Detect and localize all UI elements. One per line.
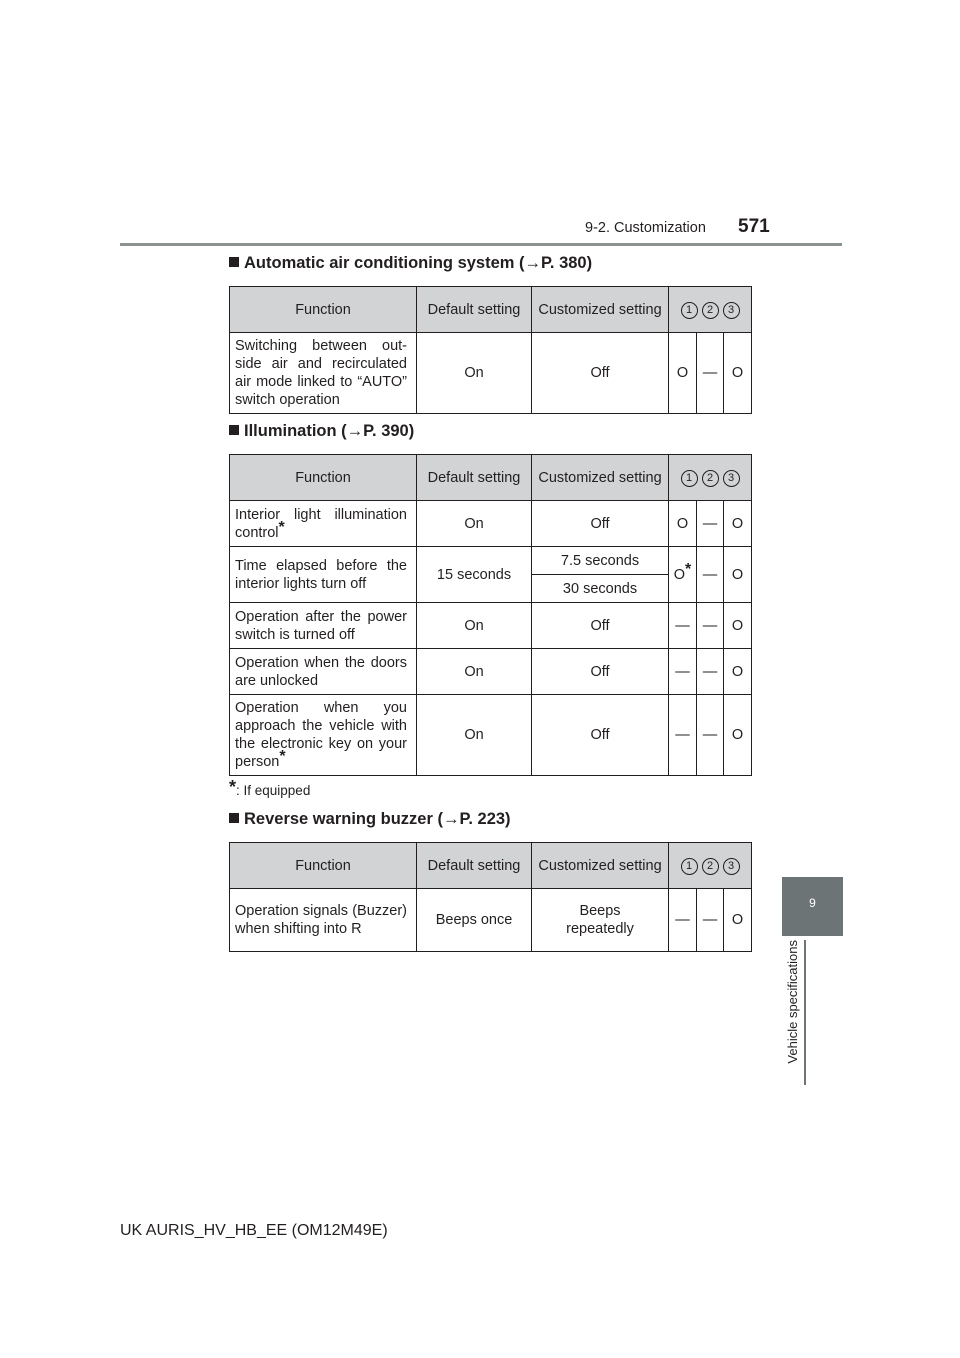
table-row	[230, 603, 752, 649]
cell-c3: O	[724, 695, 752, 776]
circle-2-icon: 2	[702, 302, 719, 319]
col-default: Default setting	[417, 455, 532, 501]
cell-c1: O	[669, 333, 697, 414]
cell-c1: —	[669, 889, 697, 952]
cell-c2: —	[697, 501, 724, 547]
col-function: Function	[230, 287, 417, 333]
footnote	[229, 777, 311, 798]
col-function: Function	[230, 455, 417, 501]
cell-c2: —	[697, 889, 724, 952]
col-numbers	[669, 287, 752, 333]
cell-c1: O	[669, 501, 697, 547]
col-default: Default setting	[417, 287, 532, 333]
cell-c2: —	[697, 333, 724, 414]
table-row	[230, 333, 752, 414]
cell-c1: —	[669, 695, 697, 776]
section-title: 9-2. Customization	[585, 220, 706, 236]
cell-c2: —	[697, 649, 724, 695]
cell-function: Operation when the doors are unlocked	[230, 649, 417, 695]
cell-c2: —	[697, 603, 724, 649]
table-row	[230, 889, 752, 952]
col-numbers	[669, 455, 752, 501]
cell-c3: O	[724, 889, 752, 952]
chapter-title: Vehicle specifications	[785, 940, 800, 1064]
cell-custom: Beeps repeatedly	[532, 889, 669, 952]
col-numbers	[669, 843, 752, 889]
circle-1-icon: 1	[681, 470, 698, 487]
page-number: 571	[738, 216, 770, 237]
subhead-reverse-buzzer	[229, 810, 511, 829]
cell-c3: O	[724, 547, 752, 603]
c1-text: O	[673, 566, 686, 583]
footnote-text: : If equipped	[236, 783, 311, 798]
footer-model-code: UK AURIS_HV_HB_EE (OM12M49E)	[120, 1222, 388, 1239]
table-air-conditioning	[229, 286, 752, 414]
col-customized: Customized setting	[532, 455, 669, 501]
asterisk-mark: *	[229, 777, 237, 797]
cell-custom: Off	[532, 501, 669, 547]
cell-c3: O	[724, 603, 752, 649]
cell-custom: Off	[532, 333, 669, 414]
circle-1-icon: 1	[681, 302, 698, 319]
cell-c3: O	[724, 501, 752, 547]
cell-default: On	[417, 603, 532, 649]
asterisk-mark: *	[279, 748, 286, 765]
header-rule	[120, 243, 842, 246]
cell-c2: —	[697, 695, 724, 776]
table-row	[230, 649, 752, 695]
circle-2-icon: 2	[702, 858, 719, 875]
square-bullet-icon	[229, 425, 239, 435]
cell-custom-a: 7.5 seconds	[532, 547, 669, 575]
subhead-illumination	[229, 422, 414, 441]
circle-3-icon: 3	[723, 858, 740, 875]
cell-function: Switching between out-side air and recirculated air mode linked to “AUTO” switch operation	[230, 333, 417, 414]
cell-function: Operation signals (Buzzer) when shifting into R	[230, 889, 417, 952]
circle-2-icon: 2	[702, 470, 719, 487]
cell-default: Beeps once	[417, 889, 532, 952]
table-row	[230, 695, 752, 776]
cell-c2: —	[697, 547, 724, 603]
table-row	[230, 501, 752, 547]
circle-3-icon: 3	[723, 302, 740, 319]
cell-custom: Off	[532, 603, 669, 649]
cell-function	[230, 695, 417, 776]
subhead-text: Illumination (→P. 390)	[244, 422, 415, 440]
function-text: Operation when you approach the vehicle with the electronic key on your person	[235, 700, 407, 770]
table-row	[230, 547, 752, 575]
page-header	[0, 0, 960, 250]
cell-c1: —	[669, 649, 697, 695]
cell-default: On	[417, 695, 532, 776]
asterisk-mark: *	[685, 560, 692, 578]
cell-default: 15 seconds	[417, 547, 532, 603]
cell-default: On	[417, 333, 532, 414]
col-function: Function	[230, 843, 417, 889]
table-illumination	[229, 454, 752, 776]
subhead-text: Automatic air conditioning system (→P. 380)	[244, 254, 593, 272]
cell-function: Operation after the power switch is turned off	[230, 603, 417, 649]
cell-c3: O	[724, 649, 752, 695]
chapter-side-label	[779, 940, 807, 1085]
col-customized: Customized setting	[532, 287, 669, 333]
table-header-row	[230, 843, 752, 889]
table-header-row	[230, 455, 752, 501]
col-default: Default setting	[417, 843, 532, 889]
subhead-text: Reverse warning buzzer (→P. 223)	[244, 810, 511, 828]
cell-function	[230, 501, 417, 547]
circle-1-icon: 1	[681, 858, 698, 875]
function-text: Interior light illumination control	[235, 506, 407, 541]
cell-c1: —	[669, 603, 697, 649]
cell-custom: Off	[532, 649, 669, 695]
cell-c3: O	[724, 333, 752, 414]
cell-c1	[669, 547, 697, 603]
square-bullet-icon	[229, 257, 239, 267]
cell-custom-b: 30 seconds	[532, 575, 669, 603]
table-reverse-buzzer	[229, 842, 752, 952]
cell-function: Time elapsed before the interior lights turn off	[230, 547, 417, 603]
circle-3-icon: 3	[723, 470, 740, 487]
asterisk-mark: *	[278, 518, 285, 536]
col-customized: Customized setting	[532, 843, 669, 889]
chapter-tab: 9	[782, 877, 843, 936]
subhead-air-conditioning	[229, 254, 592, 273]
square-bullet-icon	[229, 813, 239, 823]
cell-custom: Off	[532, 695, 669, 776]
cell-default: On	[417, 649, 532, 695]
cell-default: On	[417, 501, 532, 547]
chapter-side-rule	[804, 940, 806, 1085]
table-header-row	[230, 287, 752, 333]
